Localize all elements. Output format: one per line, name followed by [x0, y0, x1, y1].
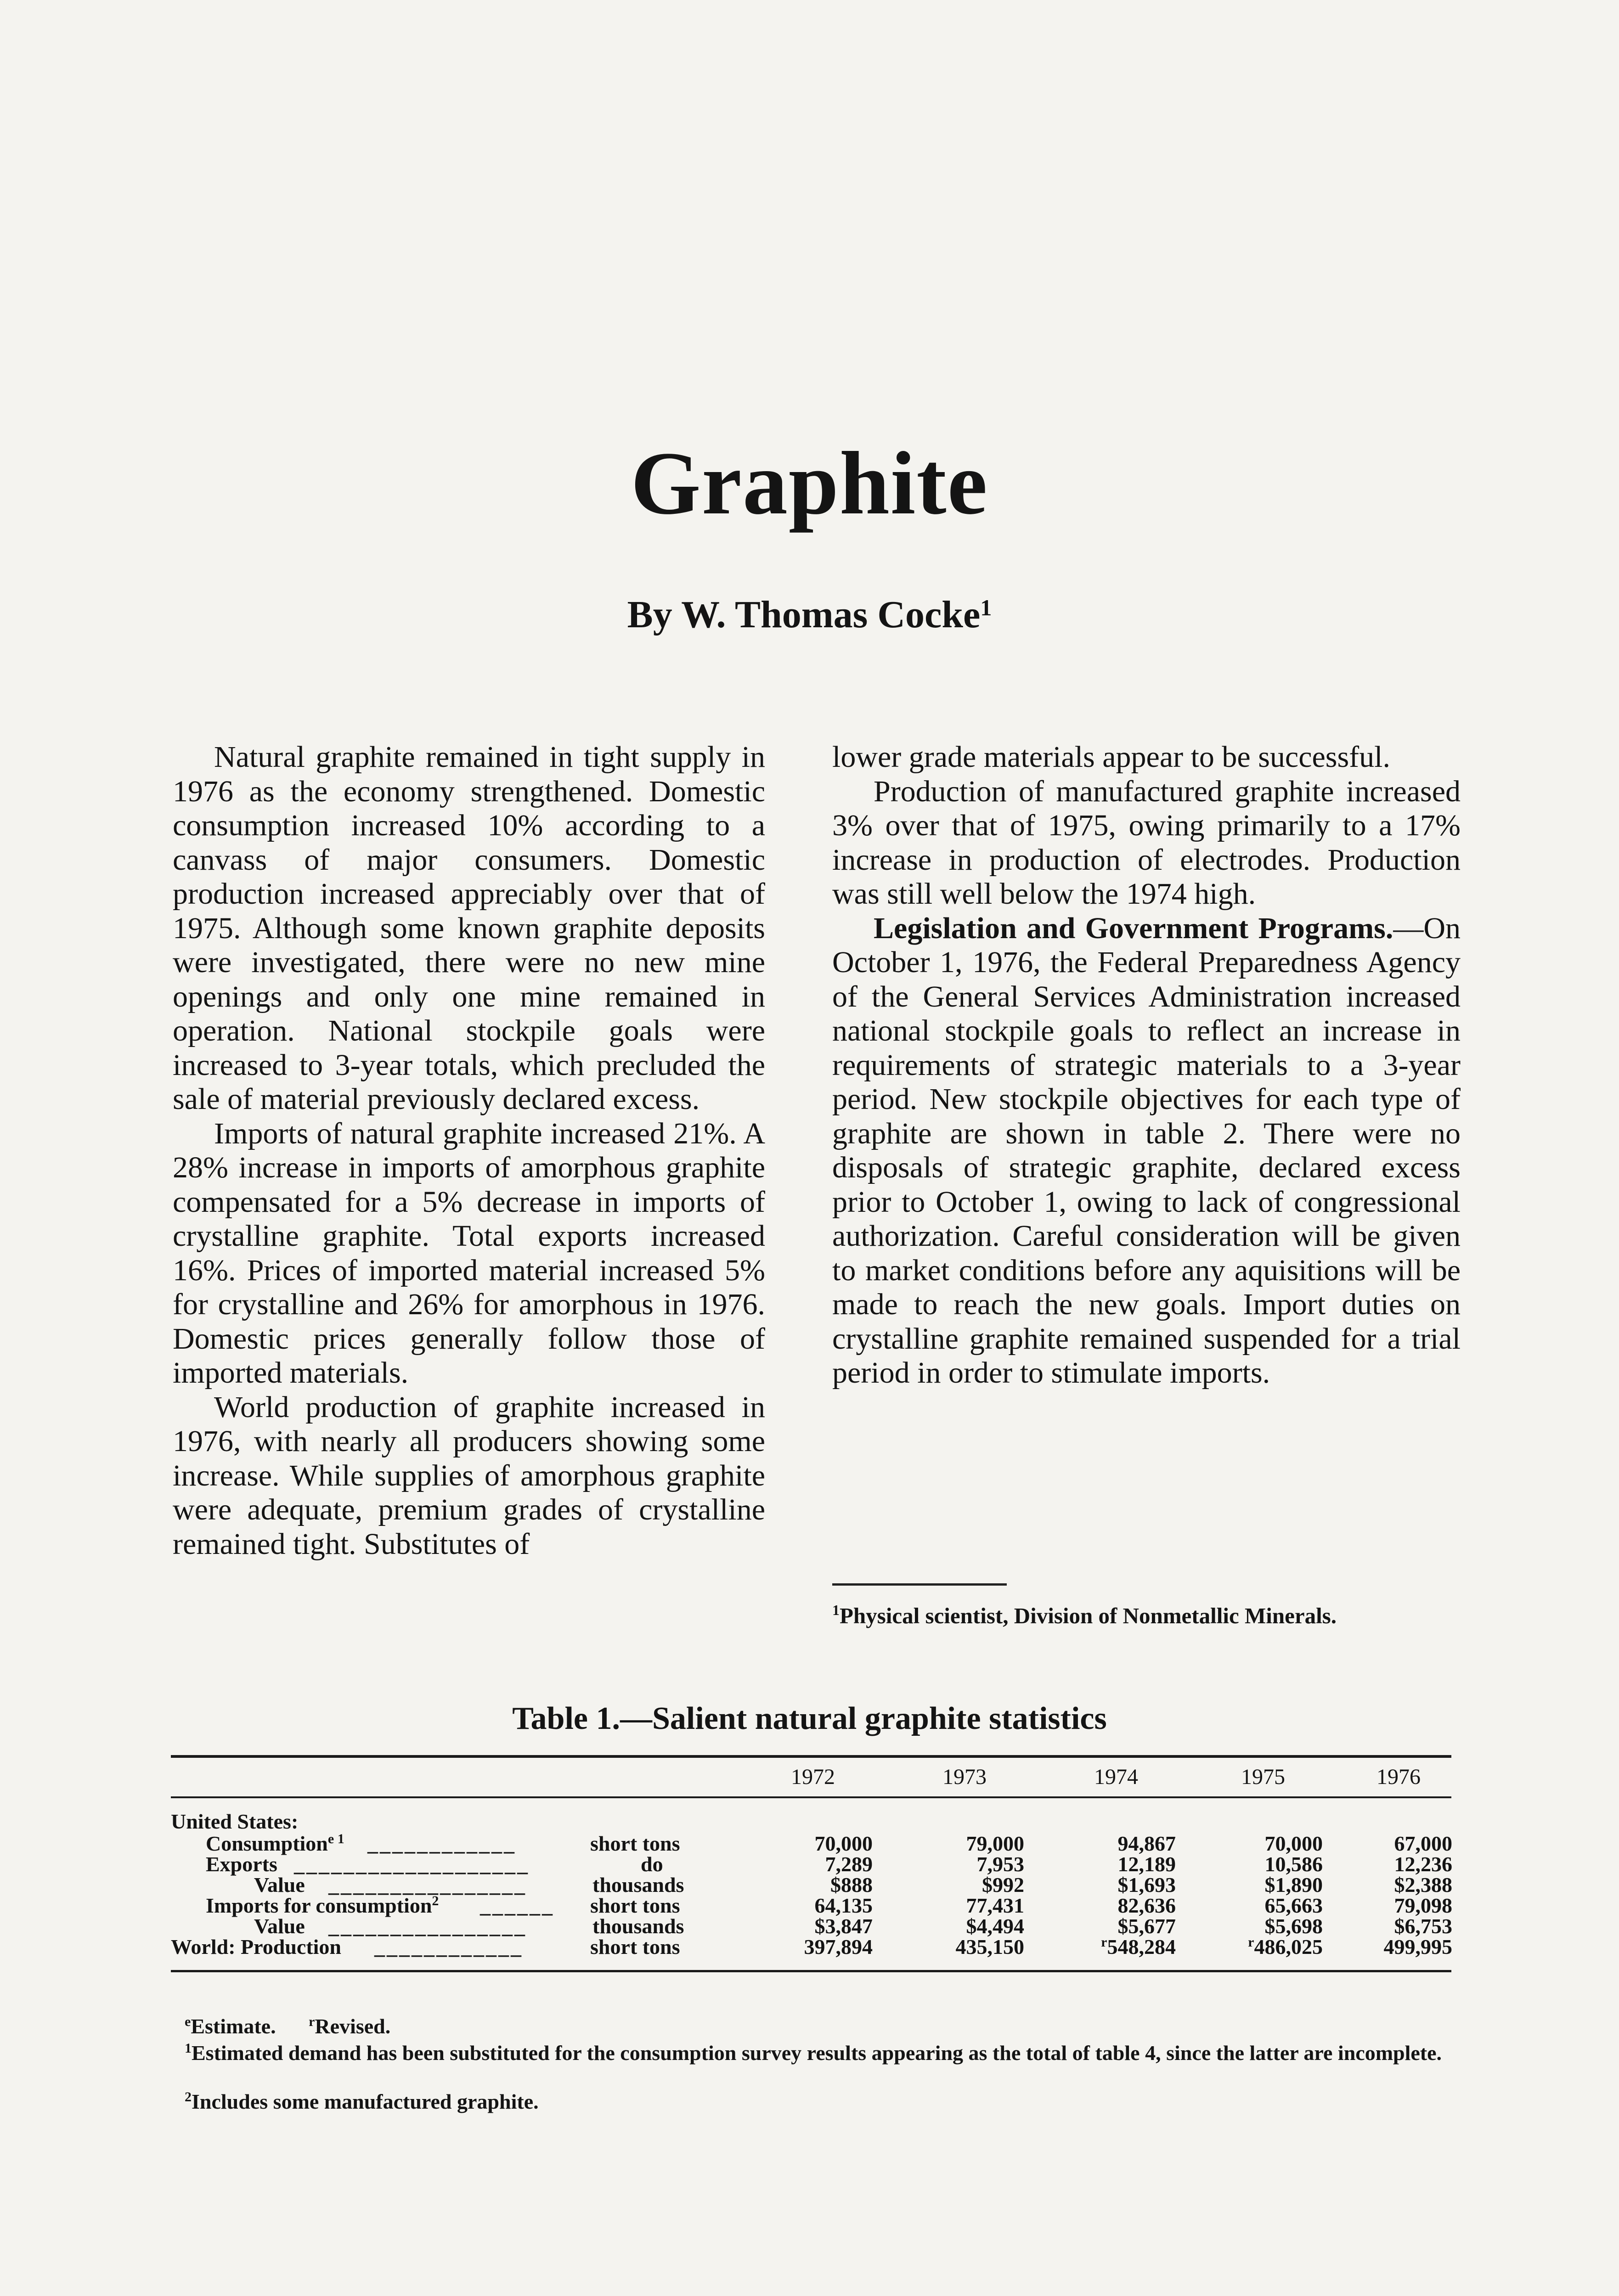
row-label: Imports for consumption$^2$	[206, 1893, 439, 1917]
table-bottom-rule	[171, 1970, 1451, 1972]
right-column	[832, 740, 1461, 1390]
author-footnote	[832, 1602, 1337, 1629]
row-unit: do	[641, 1852, 663, 1876]
row-label: Consumption$^{e 1}$	[206, 1831, 344, 1855]
table-cell: 70,000	[1264, 1832, 1323, 1855]
row-label: Exports	[206, 1852, 277, 1876]
paragraph: World production of graphite increased in 1976, with nearly all producers showing some increase. While supplies of amorphous graphite were adequate, premium grades of crystalline remained tight. Substitutes of	[173, 1390, 765, 1561]
table-cell: 7,289	[825, 1852, 873, 1876]
dot-leader: ___________________	[294, 1852, 530, 1876]
table-cell: 79,098	[1394, 1894, 1452, 1917]
revised-mark: r	[1248, 1935, 1254, 1950]
table-cell: $1,693	[1117, 1873, 1176, 1896]
table-cell: 79,000	[966, 1832, 1024, 1855]
table-top-rule	[171, 1755, 1451, 1758]
table-cell: $6,753	[1394, 1914, 1452, 1938]
paragraph: Production of manufactured graphite increased 3% over that of 1975, owing primarily to a 17% increase in production of electrodes. Production was still well below the 1974 high.	[832, 774, 1461, 911]
row-unit: short tons	[590, 1832, 680, 1855]
dot-leader: ____________	[374, 1935, 523, 1958]
table-cell: 10,586	[1264, 1852, 1323, 1876]
table-cell: $888	[830, 1873, 873, 1896]
row-label: Value	[254, 1914, 305, 1938]
table-cell: 67,000	[1394, 1832, 1452, 1855]
paragraph	[832, 912, 1461, 1390]
footnote-text: Physical scientist, Division of Nonmetallic Minerals.	[840, 1603, 1337, 1628]
dot-leader: ____________	[367, 1832, 516, 1855]
paragraph-text: —On October 1, 1976, the Federal Preparedness Agency of the General Services Administration increased national stockpile goals to reflect an increase in requirements of strategic materials to a 3-year period. New stockpile objectives for each type of graphite are shown in table 2. There were no disposals of strategic graphite, declared excess prior to October 1, owing to lack of congressional authorization. Careful consideration will be given to market conditions before any aquisitions will be made to reach the new goals. Import duties on crystalline graphite remained suspended for a trial period in order to stimulate imports.	[832, 911, 1461, 1390]
row-unit: thousands	[592, 1873, 684, 1896]
table-cell: 64,135	[814, 1894, 873, 1917]
author-name: By W. Thomas Cocke	[627, 593, 981, 636]
year-header: 1976	[1376, 1765, 1421, 1789]
row-label: World: Production	[171, 1935, 342, 1958]
row-unit: short tons	[590, 1894, 680, 1917]
table-cell: $^r$486,025	[1248, 1935, 1323, 1958]
year-header: 1974	[1094, 1765, 1138, 1789]
paragraph: Natural graphite remained in tight supply in 1976 as the economy strengthened. Domestic consumption increased 10% according to a canvass of major consumers. Domestic production increased appreciably over that of 1975. Although some known graphite deposits were investigated, there were no new mine openings and only one mine remained in operation. National stockpile goals were increased to 3-year totals, which precluded the sale of material previously declared excess.	[173, 740, 765, 1116]
footnote-rule	[832, 1583, 1007, 1586]
revised-mark: r	[1101, 1935, 1107, 1950]
footnote-marker: 1	[832, 1602, 840, 1618]
row-label: Value	[254, 1873, 305, 1896]
year-header: 1975	[1241, 1765, 1285, 1789]
dot-leader: ________________	[328, 1914, 527, 1938]
table-cell: 12,236	[1394, 1852, 1452, 1876]
table-cell: 65,663	[1264, 1894, 1323, 1917]
table-caption: Table 1.—Salient natural graphite statistics	[512, 1701, 1107, 1736]
left-column	[173, 740, 765, 1561]
section-heading: Legislation and Government Programs.	[874, 911, 1393, 945]
paragraph-continuation: lower grade materials appear to be successful.	[832, 740, 1390, 774]
article-title: Graphite	[631, 433, 988, 533]
row-unit: short tons	[590, 1935, 680, 1958]
table-cell: $4,494	[966, 1914, 1024, 1938]
table-cell: 94,867	[1117, 1832, 1176, 1855]
table-cell: 7,953	[976, 1852, 1024, 1876]
table-cell: 12,189	[1117, 1852, 1176, 1876]
row-unit: thousands	[592, 1914, 684, 1938]
footnote-marker: 1	[980, 595, 992, 620]
year-header: 1972	[791, 1765, 835, 1789]
table-cell: $^r$548,284	[1101, 1935, 1176, 1958]
table-section-label: United States:	[171, 1810, 299, 1833]
table-cell: 397,894	[804, 1935, 873, 1958]
table-cell: 77,431	[966, 1894, 1024, 1917]
table-cell: 82,636	[1117, 1894, 1176, 1917]
table-cell: $3,847	[814, 1914, 873, 1938]
table-cell: $992	[982, 1873, 1024, 1896]
table-cell: 70,000	[814, 1832, 873, 1855]
paragraph: Imports of natural graphite increased 21%. A 28% increase in imports of amorphous graphite compensated for a 5% decrease in imports of crystalline graphite. Total exports increased 16%. Prices of imported material increased 5% for crystalline and 26% for amorphous in 1976. Domestic prices generally follow those of imported materials.	[173, 1116, 765, 1390]
table-footnote: $^1$Estimated demand has been substituted for the consumption survey results appearing as the total of table 4, since the latter are incomplete.	[185, 2041, 1442, 2065]
table-footnote: $^2$Includes some manufactured graphite.	[185, 2089, 539, 2113]
table-cell: 499,995	[1383, 1935, 1452, 1958]
table-cell: $5,698	[1264, 1914, 1323, 1938]
table-cell: $5,677	[1117, 1914, 1176, 1938]
table-cell: 435,150	[955, 1935, 1024, 1958]
dot-leader: ______	[480, 1894, 554, 1917]
table-cell: $2,388	[1394, 1873, 1452, 1896]
table-cell: $1,890	[1264, 1873, 1323, 1896]
dot-leader: ________________	[328, 1873, 527, 1896]
byline	[0, 592, 1619, 637]
table-header-rule	[171, 1796, 1451, 1798]
year-header: 1973	[942, 1765, 987, 1789]
table-footnote: $^e$Estimate. $^r$Revised.	[185, 2014, 391, 2038]
